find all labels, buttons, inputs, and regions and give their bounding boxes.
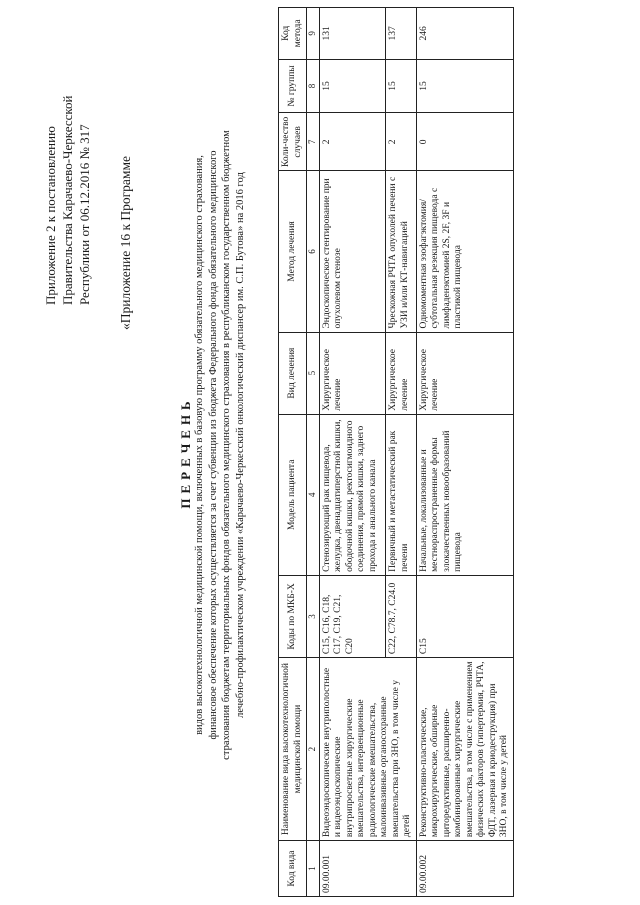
cell-code: 09.00.001 — [319, 841, 416, 897]
column-number-row — [307, 8, 320, 897]
header-mkb: Коды по МКБ-Х — [279, 575, 307, 657]
cell-model: Первичный и метастатический рак печени — [386, 414, 416, 575]
cell-group: 15 — [416, 59, 513, 113]
cell-model: Стенозирующий рак пищевода, желудка, двенадцатиперстной кишки, ободочной кишки, ректосигмоидного соединения, прямой кишки, заднего прохода и анального канала — [319, 414, 386, 575]
cell-method: Одномоментная эзофагэктомия/ субтотальная резекция пищевода с лимфаденэктомией 2S, 2F, 3F и пластикой пищевода — [416, 171, 513, 332]
cell-vid: Хирургическое лечение — [416, 332, 513, 414]
subtitle-line: лечебно-профилактическом учреждении «Карачаево-Черкесский онкологический диспансер им. С.П. Бутова» на 2016 год — [234, 172, 246, 718]
cell-method-code: 246 — [416, 8, 513, 60]
cell-name: Видеоэндоскопические внутриполостные и видеоэндоскопические внутрипросветные хирургические вмешательства, интервенционные радиологические вмешательства, малоинвазивные органосохранные вмешательства при ЗНО, в том числе у детей — [319, 658, 416, 841]
decree-header-line-3: Республики от 06.12.2016 № 317 — [77, 124, 92, 305]
cell-method-code: 131 — [319, 8, 386, 60]
column-number: 8 — [307, 59, 320, 113]
column-number: 4 — [307, 414, 320, 575]
header-code: Код вида — [279, 841, 307, 897]
column-number: 5 — [307, 332, 320, 414]
cell-quantity: 0 — [416, 113, 513, 171]
cell-method: Эндоскопическое стентирование при опухолевом стенозе — [319, 171, 386, 332]
cell-name: Реконструктивно-пластические, микрохирургические, обширные циторедуктивные, расширенно-комбинированные хирургические вмешательства, в том числе с применением физических факторов (гипертермия, РЧТА, ФДТ, лазерная и криодеструкция) при ЗНО, в том числе у детей — [416, 658, 513, 841]
cell-group: 15 — [386, 59, 416, 113]
cell-quantity: 2 — [386, 113, 416, 171]
cell-model: Начальные, локализованные и местнораспространенные формы злокачественных новообразований пищевода — [416, 414, 513, 575]
vmp-list-table — [278, 7, 514, 897]
header-method: Метод лечения — [279, 171, 307, 332]
table-row — [319, 8, 386, 897]
program-appendix-reference: «Приложение 16 к Программе — [118, 156, 133, 330]
decree-header-line-1: Приложение 2 к постановлению — [43, 126, 58, 305]
cell-method-code: 137 — [386, 8, 416, 60]
subtitle-line: страхования бюджетам территориальных фондов обязательного медицинского страхования в республиканском государственном бюджетном — [221, 130, 232, 760]
header-vid: Вид лечения — [279, 332, 307, 414]
column-number: 6 — [307, 171, 320, 332]
cell-mkb: C15, C16, C18, C17, C19, C21, C20 — [319, 575, 386, 657]
cell-mkb: C15 — [416, 575, 513, 657]
cell-quantity: 2 — [319, 113, 386, 171]
header-group: № группы — [279, 59, 307, 113]
decree-header-line-2: Правительства Карачаево-Черкесской — [60, 95, 75, 305]
cell-method: Чрескожная РЧТА опухолей печени с УЗИ и/или КТ-навигацией — [386, 171, 416, 332]
subtitle-line: видов высокотехнологичной медицинской помощи, включенных в базовую программу обязательного медицинского страхования, — [194, 155, 205, 735]
header-name: Наименование вида высокотехнологичной медицинской помощи — [279, 658, 307, 841]
table-header-row — [279, 8, 307, 897]
cell-vid: Хирургическое лечение — [319, 332, 386, 414]
document-subtitle — [193, 25, 247, 865]
cell-code: 09.00.002 — [416, 841, 513, 897]
column-number: 9 — [307, 8, 320, 60]
column-number: 1 — [307, 841, 320, 897]
column-number: 3 — [307, 575, 320, 657]
column-number: 7 — [307, 113, 320, 171]
column-number: 2 — [307, 658, 320, 841]
cell-mkb: C22, C78.7, C24.0 — [386, 575, 416, 657]
cell-group: 15 — [319, 59, 386, 113]
decree-header — [42, 5, 93, 305]
cell-vid: Хирургическое лечение — [386, 332, 416, 414]
document-title: ПЕРЕЧЕНЬ — [178, 396, 193, 509]
header-model: Модель пациента — [279, 414, 307, 575]
header-method-code: Код метода — [279, 8, 307, 60]
subtitle-line: финансовое обеспечение которых осуществляется за счет субвенции из бюджета Федерального фонда обязательного медицинского — [207, 150, 219, 740]
table-row — [416, 8, 513, 897]
header-quantity: Коли-чество случаев — [279, 113, 307, 171]
